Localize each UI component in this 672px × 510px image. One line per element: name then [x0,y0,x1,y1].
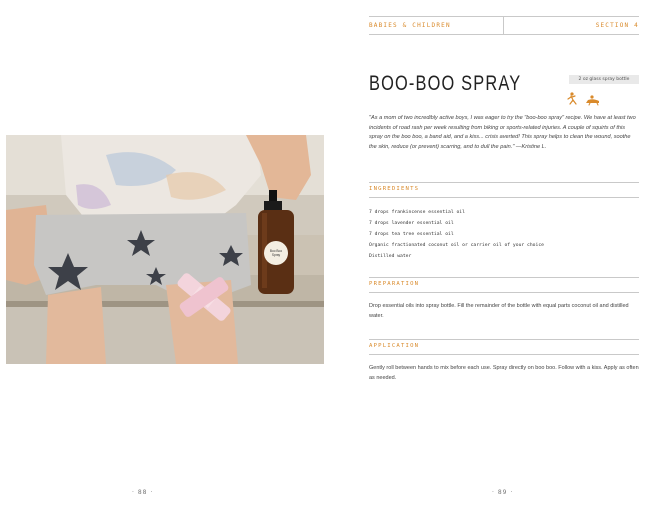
age-icons [566,91,606,105]
preparation-text: Drop essential oils into spray bottle. Fill the remainder of the bottle with equal parts coconut oil and distilled water. [369,303,629,319]
running-head [369,16,639,35]
application-header [369,339,639,355]
ingredient-item: Organic fractionated coconut oil or carrier oil of your choice [369,243,544,248]
ingredient-item: Distilled water [369,254,412,259]
page-number-left: · 88 · [132,489,154,496]
recipe-title: BOO-BOO SPRAY [369,72,522,95]
running-head-divider [503,17,504,34]
ingredients-header [369,182,639,198]
application-text: Gently roll between hands to mix before each use. Spray directly on boo boo. Follow with a kiss. Apply as often as needed. [369,365,639,381]
bottle-size-badge: 2 oz glass spray bottle [569,75,639,84]
svg-text:Boo Boo: Boo Boo [269,249,283,253]
baby-crawling-icon [586,95,599,105]
application-heading: APPLICATION [369,343,420,349]
chapter-label: BABIES & CHILDREN [369,22,451,29]
ingredient-item: 7 drops frankincense essential oil [369,210,465,215]
child-running-icon [568,92,576,104]
page-number-right: · 89 · [492,489,514,496]
testimonial-quote: "As a mom of two incredibly active boys, I was eager to try the "boo-boo spray" recipe. We have at least two incidents of road rash per week resulting from biking or sports-related injuries. A couple of squirts of this spray on the boo boo, a band aid, and a kiss... crisis averted! This spray helps to clean the wound, soothe the skin, reduce (or prevent) scarring, and to dull the pain." —Kristine L. [369,115,636,151]
ingredients-list [369,207,639,262]
svg-text:Spray: Spray [271,253,281,257]
recipe-photo [6,135,324,364]
ingredient-item: 7 drops lavender essential oil [369,221,454,226]
preparation-header [369,277,639,293]
ingredient-item: 7 drops tea tree essential oil [369,232,454,237]
section-label: SECTION 4 [595,22,639,29]
preparation-heading: PREPARATION [369,281,420,287]
ingredients-heading: INGREDIENTS [369,186,420,192]
